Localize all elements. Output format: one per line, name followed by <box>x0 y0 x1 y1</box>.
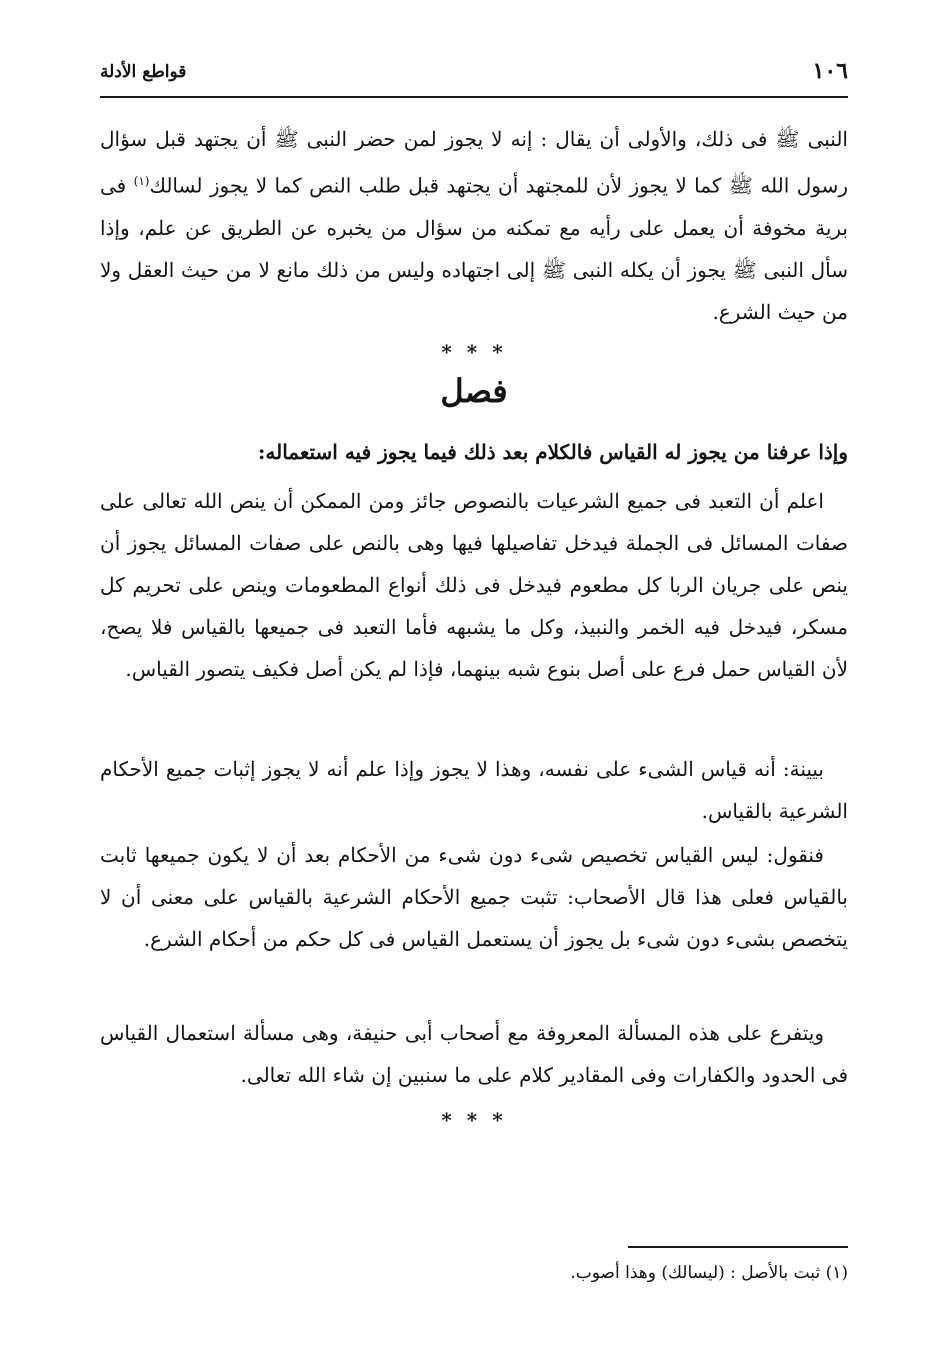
paragraph-3: بيينة: أنه قياس الشىء على نفسه، وهذا لا يجوز وإذا علم أنه لا يجوز إثبات جميع الأحكام الشرعية بالقياس. <box>100 757 848 823</box>
paragraph-5: ويتفرع على هذه المسألة المعروفة مع أصحاب أبى حنيفة، وهى مسألة استعمال القياس فى الحدود والكفارات وفى المقادير كلام على ما سنبين إن شاء الله تعالى. <box>100 1021 848 1087</box>
footnote-reference: (١) <box>133 174 150 188</box>
page-header <box>100 56 848 96</box>
footnote-rule <box>628 1246 848 1248</box>
lead-sentence: وإذا عرفنا من يجوز له القياس فالكلام بعد ذلك فيما يجوز فيه استعماله: <box>258 440 848 464</box>
page-number: ١٠٦ <box>812 58 848 84</box>
paragraph-4: فنقول: ليس القياس تخصيص شىء دون شىء من الأحكام بعد أن لا يكون جميعها ثابت بالقياس فعلى هذا قال الأصحاب: تثبت جميع الأحكام الشرعية بالقياس على معنى أن لا يتخصص بشىء دون شىء بل يجوز أن يستعمل القياس فى كل حكم من أحكام الشرع. <box>100 843 848 951</box>
paragraph-2: اعلم أن التعبد فى جميع الشرعيات بالنصوص جائز ومن الممكن أن ينص الله تعالى على صفات المسائل فى الجملة فيدخل تفاصيلها فيها وهى بالنص على صفات المسائل يجوز أن ينص على جريان الربا كل مطعوم فيدخل فى ذلك أنواع المطعومات وينص على تحريم كل مسكر، فيدخل فيه الخمر والنبيذ، وكل ما يشبهه فأما التعبد فى جميعها بالقياس فلا يصح، لأن القياس حمل فرع على أصل بنوع شبه بينهما، فإذا لم يكن أصل فكيف يتصور القياس. <box>100 489 848 681</box>
paragraph-1 <box>100 118 848 333</box>
paragraph-1-part-b: فى برية مخوفة أن يعمل على رأيه مع تمكنه من سؤال من يخبره عن الطريق عن علم، وإذا سأل النبى ﷺ يجوز أن يكله النبى ﷺ إلى اجتهاده وليس من ذلك مانع لا من حيث العقل ولا من حيث الشرع. <box>100 173 848 324</box>
separator-bottom: * * * <box>441 1108 507 1132</box>
header-rule <box>100 96 848 98</box>
paragraph-1-part-a: النبى ﷺ فى ذلك، والأولى أن يقال : إنه لا يجوز لمن حضر النبى ﷺ أن يجتهد قبل سؤال رسول الله ﷺ كما لا يجوز لأن للمجتهد أن يجتهد قبل طلب النص كما لا يجوز لسالك <box>100 127 848 198</box>
separator-top: * * * <box>441 340 507 364</box>
running-title: قواطع الأدلة <box>100 62 187 82</box>
footnote: (١) ثبت بالأصل : (ليسالك) وهذا أصوب. <box>570 1263 848 1283</box>
section-heading: فصل <box>440 372 508 410</box>
